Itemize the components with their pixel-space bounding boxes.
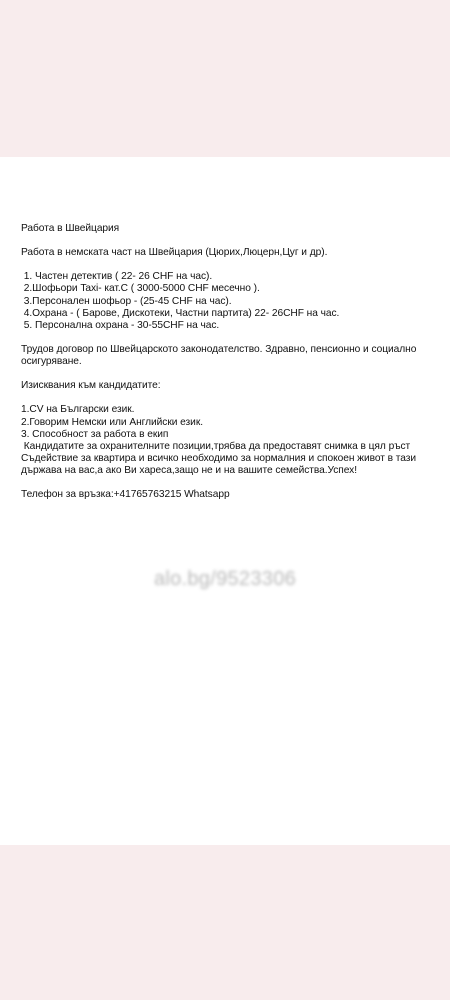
- requirement-item: 2.Говорим Немски или Английски език.: [21, 416, 204, 428]
- position-item: 5. Персонална охрана - 30-55CHF на час.: [21, 319, 220, 331]
- bottom-background: [0, 845, 450, 1000]
- contract-line: осигуряване.: [21, 356, 82, 368]
- position-item: 1. Частен детектив ( 22- 26 CHF на час).: [21, 271, 213, 283]
- watermark: alo.bg/9523306: [153, 568, 297, 590]
- requirement-item: Съдействие за квартира и всичко необходимо за нормалния и спокоен живот в тази: [21, 452, 417, 464]
- requirement-item: 1.CV на Български език.: [21, 404, 135, 416]
- document-title: Работа в Швейцария: [21, 223, 120, 234]
- requirement-item: държава на вас,а ако Ви хареса,защо не и на вашите семейства.Успех!: [21, 464, 357, 476]
- requirement-item: 3. Способност за работа в екип: [21, 428, 169, 440]
- contact-line: Телефон за връзка:+41765763215 Whatsapp: [21, 489, 230, 501]
- requirement-item: Кандидатите за охранителните позиции,трябва да предоставят снимка в цял ръст: [21, 440, 411, 452]
- contract-line: Трудов договор по Швейцарското законодателство. Здравно, пенсионно и социално: [21, 343, 417, 355]
- requirements-heading: Изисквания към кандидатите:: [21, 380, 161, 392]
- location-line: Работа в немската част на Швейцария (Цюрих,Люцерн,Цуг и др).: [21, 247, 328, 259]
- document-text: [21, 223, 441, 501]
- position-item: 3.Персонален шофьор - (25-45 CHF на час).: [21, 295, 232, 307]
- position-item: 4.Охрана - ( Барове, Дискотеки, Частни партита) 22- 26CHF на час.: [21, 307, 340, 319]
- top-background: [0, 0, 450, 157]
- position-item: 2.Шофьори Taxi- кат.С ( 3000-5000 CHF месечно ).: [21, 283, 260, 295]
